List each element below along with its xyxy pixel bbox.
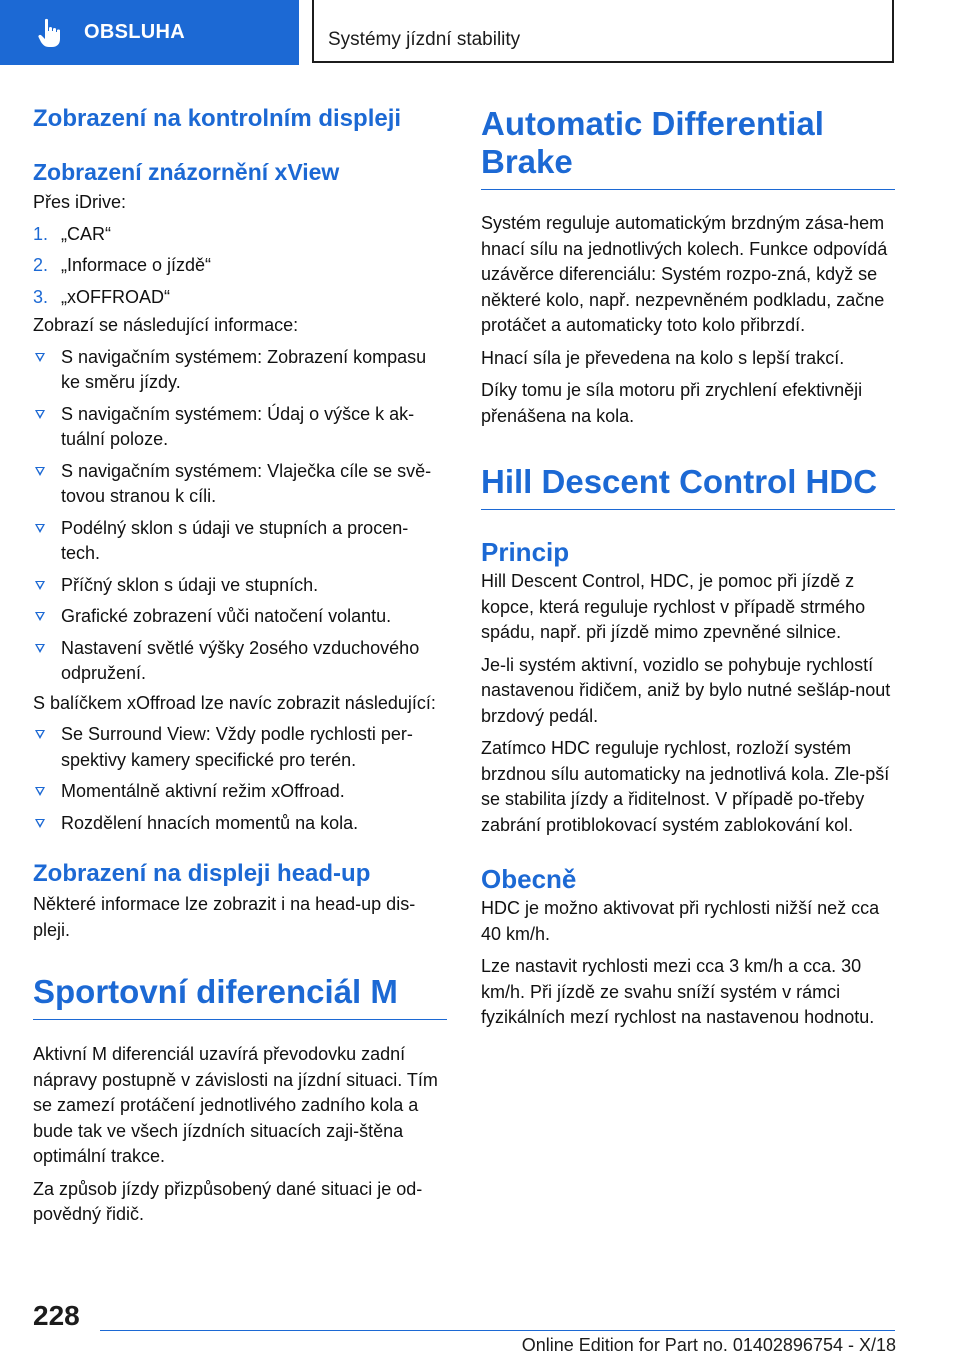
heading-hdc-block xyxy=(481,463,895,510)
list-item: Momentálně aktivní režim xOffroad. xyxy=(33,779,447,805)
triangle-bullet-icon xyxy=(35,524,45,533)
heading-adb-block xyxy=(481,105,895,190)
paragraph-shown: Zobrazí se následující informace: xyxy=(33,315,299,335)
triangle-bullet-icon xyxy=(35,353,45,362)
list-item: 3. „xOFFROAD“ xyxy=(33,286,170,307)
list-item: Nastavení světlé výšky 2osého vzduchového odpružení. xyxy=(33,636,447,687)
paragraph-sport-1: Aktivní M diferenciál uzavírá převodovku zadní nápravy postupně v závislosti na jízdní situaci. Tím se zamezí protáčení jednotlivého zadního kola a bude tak ve všech jízdních situacích zaji-štěna optimální trakce. xyxy=(33,1044,438,1166)
paragraph-obecne-1: HDC je možno aktivovat při rychlosti nižší než cca 40 km/h. xyxy=(481,898,880,944)
section-label: OBSLUHA xyxy=(84,21,185,43)
right-column xyxy=(481,100,895,1031)
section-tab xyxy=(0,0,299,65)
list-item: Podélný sklon s údaji ve stupních a procen-tech. xyxy=(33,516,447,567)
triangle-bullet-icon xyxy=(35,581,45,590)
triangle-bullet-icon xyxy=(35,644,45,653)
list-item: S navigačním systémem: Údaj o výšce k ak-tuální poloze. xyxy=(33,402,447,453)
paragraph-princip-2: Je-li systém aktivní, vozidlo se pohybuje rychlostí nastavenou řidičem, aniž by bylo nutné sešláp-nout brzdový pedál. xyxy=(481,654,891,726)
triangle-bullet-icon xyxy=(35,410,45,419)
paragraph-adb-1: Systém reguluje automatickým brzdným zása-hem hnací sílu na jednotlivých kolech. Funkce odpovídá uzávěrce diferenciálu: Systém rozpo-zná, když se některé kolo, např. nezpevněném podkladu, začne protáčet a automaticky toto kolo přibrzdí. xyxy=(481,213,888,335)
paragraph-package: S balíčkem xOffroad lze navíc zobrazit následující: xyxy=(33,692,436,713)
paragraph-adb-2: Hnací síla je převedena na kolo s lepší trakcí. xyxy=(481,347,845,368)
paragraph-idrive: Přes iDrive: xyxy=(33,192,127,212)
paragraph-princip-3: Zatímco HDC reguluje rychlost, rozloží systém brzdnou sílu automaticky na jednotlivá kola. Zle-pší se stabilita jízdy a řiditelnost. V případě po-třeby zabrání protiblokovací systém zablokování kol. xyxy=(481,738,890,835)
list-item: S navigačním systémem: Vlaječka cíle se svě-tovou stranou k cíli. xyxy=(33,459,447,510)
list-item: Rozdělení hnacích momentů na kola. xyxy=(33,811,447,837)
heading-obecne: Obecně xyxy=(481,864,577,894)
triangle-bullet-icon xyxy=(35,467,45,476)
triangle-bullet-icon xyxy=(35,787,45,796)
paragraph-sport-2: Za způsob jízdy přizpůsobený dané situaci je od-povědný řidič. xyxy=(33,1178,423,1224)
list-item: Grafické zobrazení vůči natočení volantu. xyxy=(33,604,447,630)
list-item: 1. „CAR“ xyxy=(33,223,111,244)
left-column xyxy=(33,100,447,1228)
heading-headup: Zobrazení na displeji head-up xyxy=(33,860,371,887)
list-item: Se Surround View: Vždy podle rychlosti per-spektivy kamery specifické pro terén. xyxy=(33,722,447,773)
footer-divider xyxy=(100,1330,895,1331)
heading-display: Zobrazení na kontrolním displeji xyxy=(33,105,402,132)
heading-adb: Automatic Differential Brake xyxy=(481,105,824,180)
paragraph-princip-1: Hill Descent Control, HDC, je pomoc při jízdě z kopce, která reguluje rychlost v případě strmého spádu, např. při jízdě mimo zpevněné silnice. xyxy=(481,571,866,642)
list-item: 2. „Informace o jízdě“ xyxy=(33,255,212,275)
triangle-bullet-icon xyxy=(35,819,45,828)
list-item: Příčný sklon s údaji ve stupních. xyxy=(33,573,447,599)
bullet-list-info xyxy=(33,345,447,687)
bullet-list-package xyxy=(33,722,447,836)
chapter-header xyxy=(312,0,894,63)
triangle-bullet-icon xyxy=(35,730,45,739)
paragraph-obecne-2: Lze nastavit rychlosti mezi cca 3 km/h a cca. 30 km/h. Při jízdě ze svahu sníží systém v rámci fyzikálních mezí rychlost na nastavenou hodnotu. xyxy=(481,956,875,1027)
heading-princip: Princip xyxy=(481,537,570,567)
list-item: S navigačním systémem: Zobrazení kompasu ke směru jízdy. xyxy=(33,345,447,396)
heading-sport: Sportovní diferenciál M xyxy=(33,973,398,1010)
heading-xview: Zobrazení znázornění xView xyxy=(33,159,340,185)
heading-sport-block xyxy=(33,973,447,1020)
paragraph-adb-3: Díky tomu je síla motoru při zrychlení efektivněji přenášena na kola. xyxy=(481,380,863,426)
heading-hdc: Hill Descent Control HDC xyxy=(481,463,878,500)
steps-list xyxy=(33,222,447,311)
triangle-bullet-icon xyxy=(35,612,45,621)
chapter-title: Systémy jízdní stability xyxy=(328,29,521,50)
edition-text: Online Edition for Part no. 01402896754 - X/18 xyxy=(521,1335,896,1355)
page-number: 228 xyxy=(33,1300,80,1331)
pointing-hand-icon xyxy=(38,18,64,48)
paragraph-headup: Některé informace lze zobrazit i na head-up dis-pleji. xyxy=(33,894,416,940)
